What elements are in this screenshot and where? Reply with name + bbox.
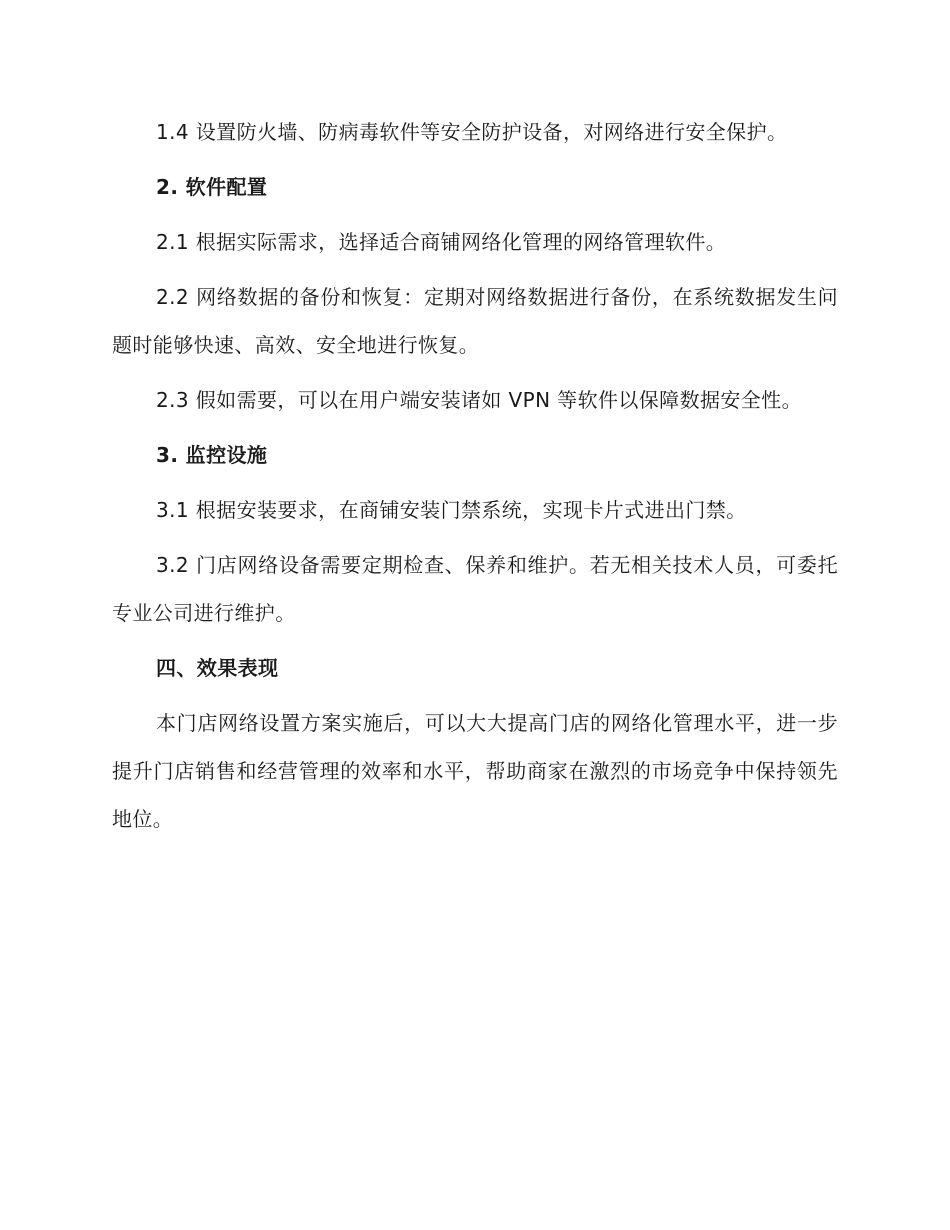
- paragraph-3-1: 3.1 根据安装要求，在商铺安装门禁系统，实现卡片式进出门禁。: [156, 498, 747, 522]
- paragraph-2-2: 2.2 网络数据的备份和恢复：定期对网络数据进行备份，在系统数据发生问题时能够快速、高效、安全地进行恢复。: [112, 285, 838, 357]
- section-heading-software-config: 2. 软件配置: [156, 175, 268, 199]
- section-heading-monitoring: 3. 监控设施: [156, 443, 268, 467]
- paragraph-1-4: 1.4 设置防火墙、防病毒软件等安全防护设备，对网络进行安全保护。: [156, 120, 788, 144]
- paragraph-3-2: 3.2 门店网络设备需要定期检查、保养和维护。若无相关技术人员，可委托专业公司进行维护。: [112, 553, 838, 625]
- document-page: [112, 108, 838, 850]
- paragraph-conclusion: 本门店网络设置方案实施后，可以大大提高门店的网络化管理水平，进一步提升门店销售和经营管理的效率和水平，帮助商家在激烈的市场竞争中保持领先地位。: [112, 711, 838, 831]
- section-heading-effects: 四、效果表现: [156, 656, 279, 680]
- paragraph-2-1: 2.1 根据实际需求，选择适合商铺网络化管理的网络管理软件。: [156, 230, 727, 254]
- paragraph-2-3: 2.3 假如需要，可以在用户端安装诸如 VPN 等软件以保障数据安全性。: [156, 388, 802, 412]
